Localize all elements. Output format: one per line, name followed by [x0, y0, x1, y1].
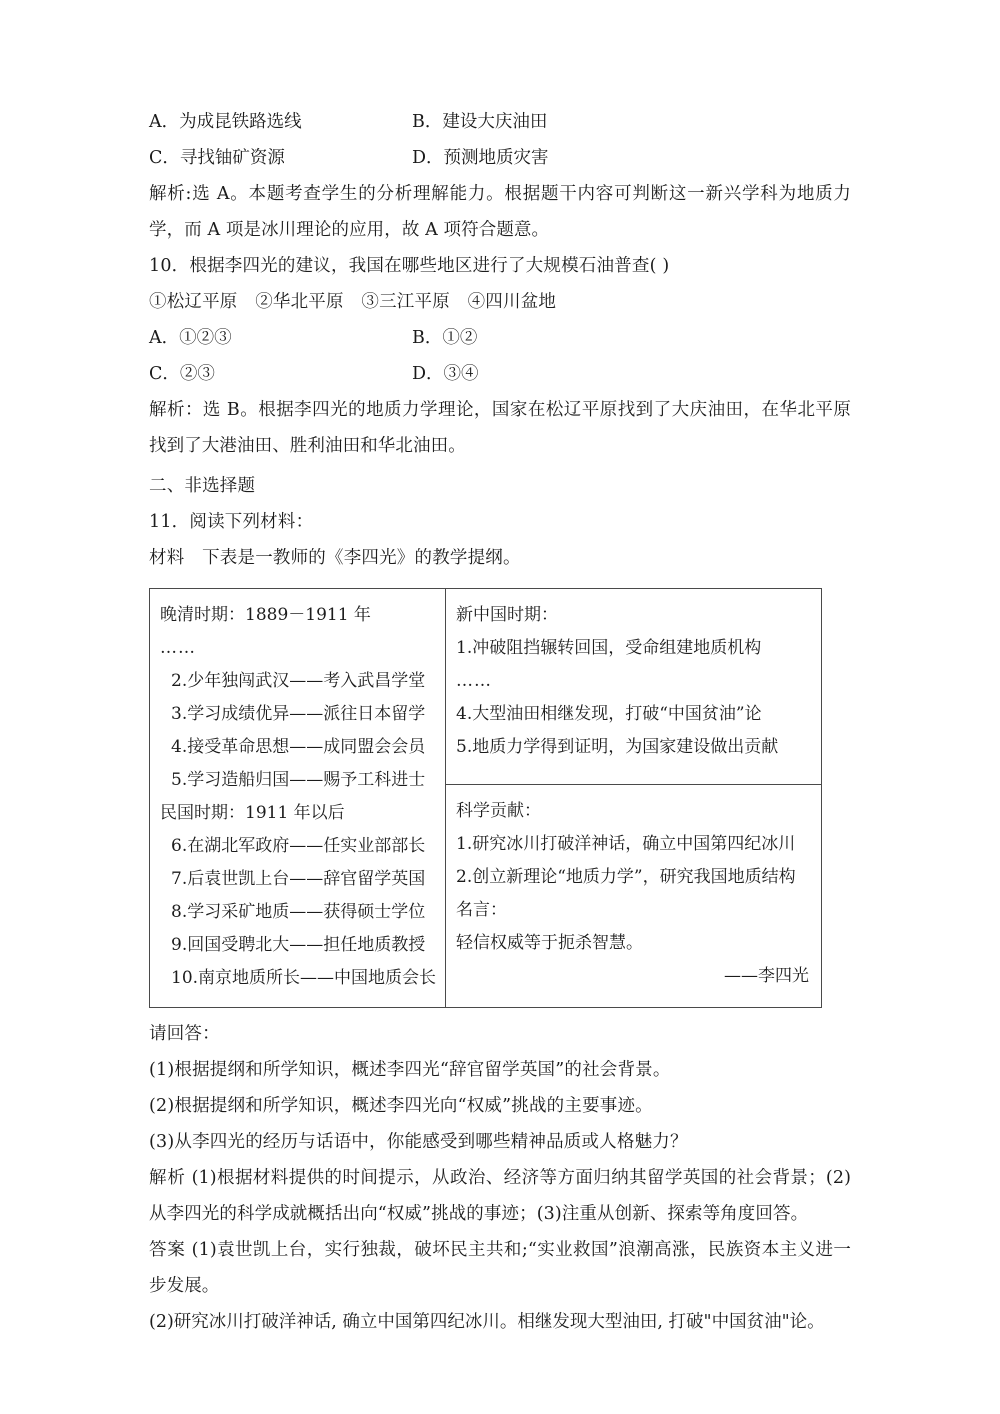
analysis-label: 解析 — [149, 1168, 186, 1188]
table-cell-new-china — [446, 589, 822, 785]
cell-pad — [456, 764, 813, 770]
timeline-entry: 7.后袁世凯上台——辞官留学英国 — [171, 869, 426, 889]
timeline-entry: 4.接受革命思想——成同盟会会员 — [171, 737, 426, 757]
analysis-text: (1)根据材料提供的时间提示，从政治、经济等方面归纳其留学英国的社会背景；(2)从李四光的科学成就概括出向“权威”挑战的事迹；(3)注重从创新、探索等角度回答。 — [149, 1168, 851, 1224]
answer-text-1: (1)袁世凯上台，实行独裁，破坏民主共和;“实业救国”浪潮高涨，民族资本主义进一步发展。 — [149, 1240, 852, 1296]
table-cell-timeline — [150, 589, 446, 1008]
late-qing-title: 晚清时期：1889－1911 年 — [160, 605, 371, 625]
q10-option-row-2 — [149, 356, 851, 392]
contribution-entry: 1.研究冰川打破洋神话，确立中国第四纪冰川 — [456, 833, 796, 854]
subquestion-1: (1)根据提纲和所学知识，概述李四光“辞官留学英国”的社会背景。 — [149, 1060, 671, 1080]
table-row — [150, 589, 822, 785]
subquestion-2: (2)根据提纲和所学知识，概述李四光向“权威”挑战的主要事迹。 — [149, 1096, 653, 1116]
q9-explanation: 解析:选 A。本题考查学生的分析理解能力。根据题干内容可判断这一新兴学科为地质力学，而 A 项是冰川理论的应用，故 A 项符合题意。 — [149, 184, 851, 240]
contribution-entry: 2.创立新理论“地质力学”，研究我国地质结构 — [456, 866, 796, 887]
timeline-entry: 6.在湖北军政府——任实业部部长 — [171, 836, 426, 856]
q10-explanation: 解析：选 B。根据李四光的地质力学理论，国家在松辽平原找到了大庆油田，在华北平原找到了大港油田、胜利油田和华北油田。 — [149, 400, 851, 456]
new-china-entry: 5.地质力学得到证明，为国家建设做出贡献 — [456, 737, 779, 757]
q10-option-c: C．②③ — [149, 364, 215, 384]
document-content — [149, 104, 851, 1340]
answer-prompt: 请回答： — [149, 1024, 220, 1044]
q9-option-b: B．建设大庆油田 — [412, 112, 548, 132]
new-china-title: 新中国时期： — [456, 605, 558, 625]
answer-label: 答案 — [149, 1240, 186, 1260]
section-2-heading: 二、非选择题 — [149, 476, 256, 496]
q10-option-d: D．③④ — [412, 364, 479, 384]
quote-title: 名言： — [456, 899, 507, 920]
q10-stem: 10．根据李四光的建议，我国在哪些地区进行了大规模石油普查( ) — [149, 256, 670, 276]
subquestion-3: (3)从李四光的经历与话语中，你能感受到哪些精神品质或人格魅力？ — [149, 1132, 688, 1152]
timeline-entry: 8.学习采矿地质——获得硕士学位 — [171, 902, 426, 922]
q10-option-b: B．①② — [412, 328, 478, 348]
answer-text-2: (2)研究冰川打破洋神话, 确立中国第四纪冰川。相继发现大型油田, 打破"中国贫油"论。 — [149, 1312, 825, 1332]
republic-title: 民国时期：1911 年以后 — [160, 803, 345, 823]
table-cell-contributions — [446, 784, 822, 1007]
teaching-outline-table-wrap — [149, 588, 851, 1008]
new-china-entry: 4.大型油田相继发现，打破“中国贫油”论 — [456, 704, 762, 724]
q10-option-row-1 — [149, 320, 851, 356]
new-china-entry: 1.冲破阻挡辗转回国，受命组建地质机构 — [456, 638, 762, 658]
q9-option-d: D．预测地质灾害 — [412, 148, 549, 168]
timeline-entry: 2.少年独闯武汉——考入武昌学堂 — [171, 671, 426, 691]
late-qing-ellipsis: …… — [160, 638, 196, 658]
analysis-block — [149, 1160, 851, 1232]
quote-attribution: ——李四光 — [724, 965, 809, 986]
q9-option-row-1 — [149, 104, 851, 140]
q9-option-row-2 — [149, 140, 851, 176]
q11-stem: 11．阅读下列材料： — [149, 512, 314, 532]
q9-option-c: C．寻找铀矿资源 — [149, 148, 285, 168]
q10-option-a: A．①②③ — [149, 328, 232, 348]
new-china-ellipsis: …… — [456, 671, 492, 691]
timeline-entry: 9.回国受聘北大——担任地质教授 — [171, 935, 426, 955]
quote-text: 轻信权威等于扼杀智慧。 — [456, 932, 643, 953]
q9-option-a: A．为成昆铁路选线 — [149, 112, 302, 132]
timeline-entry: 5.学习造船归国——赐予工科进士 — [171, 770, 426, 790]
q11-material-intro: 材料 下表是一教师的《李四光》的教学提纲。 — [149, 548, 521, 568]
teaching-outline-table — [149, 588, 822, 1008]
answer-block-1 — [149, 1232, 851, 1304]
contributions-title: 科学贡献： — [456, 800, 541, 821]
q10-items: ①松辽平原 ②华北平原 ③三江平原 ④四川盆地 — [149, 292, 557, 312]
timeline-entry: 3.学习成绩优异——派往日本留学 — [171, 704, 426, 724]
timeline-entry: 10.南京地质所长——中国地质会长 — [171, 968, 437, 988]
